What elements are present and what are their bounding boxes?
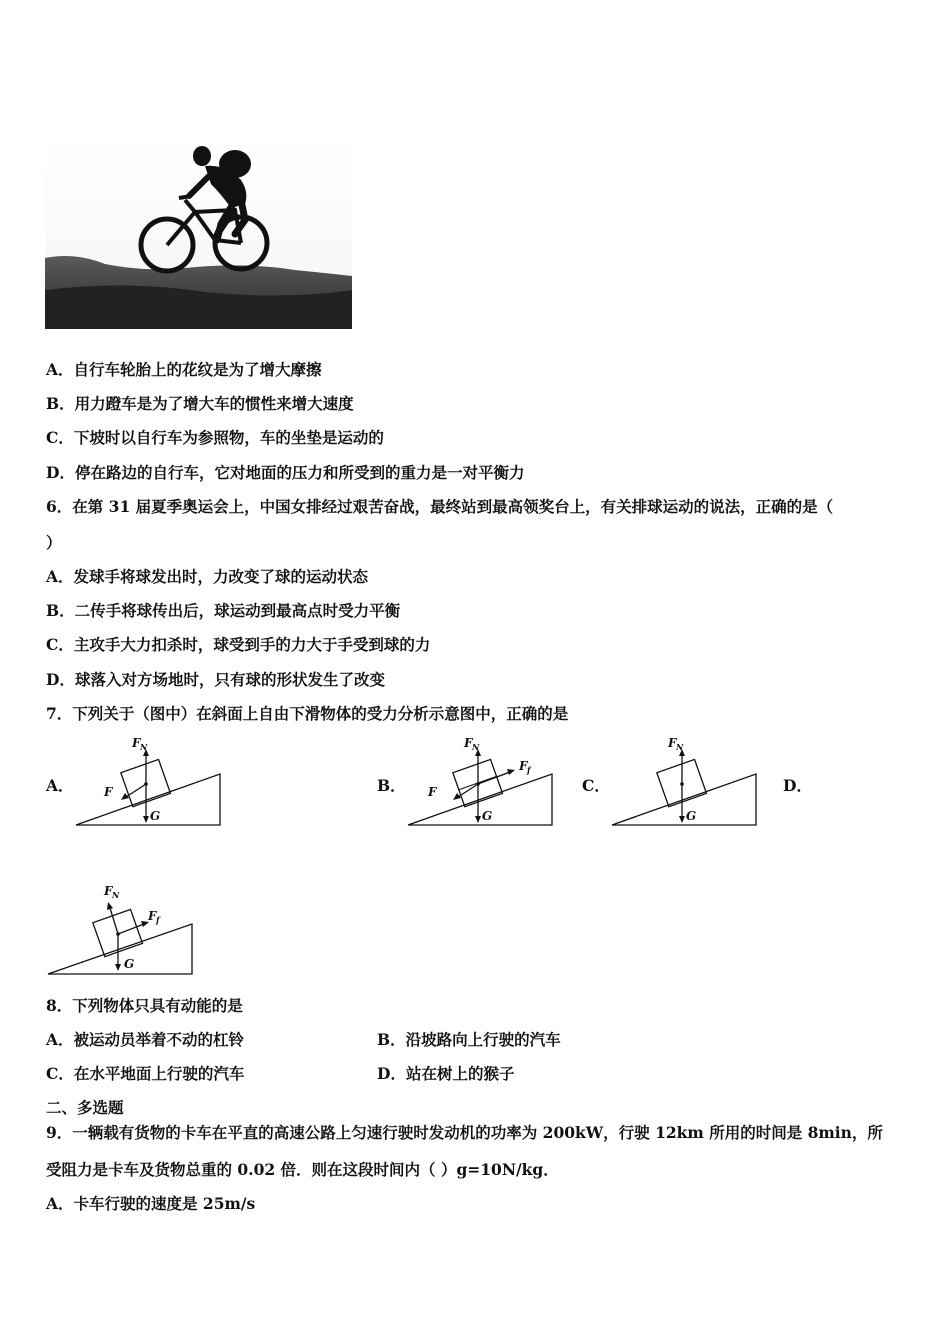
diagram-d-ff-label: F [148,909,157,923]
diagram-c-fn-label: F [668,736,677,750]
diagram-b-fn-sub: N [472,742,480,752]
q6-stem-line1: 6．在第 31 届夏季奥运会上，中国女排经过艰苦奋战，最终站到最高领奖台上，有关排球运动的说法，正确的是（ [46,497,834,516]
q6-option-a: A．发球手将球发出时，力改变了球的运动状态 [46,567,369,586]
q5-option-a: A．自行车轮胎上的花纹是为了增大摩擦 [46,360,322,379]
q9-option-a: A．卡车行驶的速度是 25m/s [46,1194,256,1213]
q7-label-d: D． [783,776,812,795]
diagram-a-g-label: G [150,809,161,823]
q8-option-a: A．被运动员举着不动的杠铃 [46,1030,245,1049]
section-title: 二、多选题 [46,1098,124,1117]
q8-option-b: B．沿坡路向上行驶的汽车 [377,1030,561,1049]
q7-label-c: C． [582,776,610,795]
diagram-c-fn-sub: N [676,742,684,752]
q7-label-b: B． [377,776,406,795]
q6-option-b: B．二传手将球传出后，球运动到最高点时受力平衡 [46,601,401,620]
diagram-d-fn-label: F [104,884,113,898]
q9-stem-line2: 受阻力是卡车及货物总重的 0.02 倍．则在这段时间内（ ）g=10N/kg． [46,1160,559,1179]
diagram-b-push-label: F [428,785,437,799]
diagram-c-g-label: G [686,809,697,823]
diagram-b-ff-sub: f [527,765,531,775]
diagram-a-fn-label: F [132,736,141,750]
diagram-c [610,734,760,828]
q5-option-c: C．下坡时以自行车为参照物，车的坐垫是运动的 [46,428,384,447]
diagram-b-g-label: G [482,809,493,823]
cyclist-photo [45,140,352,329]
q7-stem: 7．下列关于（图中）在斜面上自由下滑物体的受力分析示意图中，正确的是 [46,704,569,723]
q8-stem: 8．下列物体只具有动能的是 [46,996,243,1015]
diagram-b [406,734,556,828]
diagram-a [74,734,224,828]
diagram-b-fn-label: F [464,736,473,750]
q8-option-c: C．在水平地面上行驶的汽车 [46,1064,245,1083]
diagram-a-push-label: F [104,785,113,799]
q6-stem-line2: ） [46,533,62,552]
q9-stem-line1: 9．一辆载有货物的卡车在平直的高速公路上匀速行驶时发动机的功率为 200kW，行驶 12km 所用的时间是 8min，所 [46,1123,883,1142]
q8-option-d: D．站在树上的猴子 [377,1064,515,1083]
q6-option-c: C．主攻手大力扣杀时，球受到手的力大于手受到球的力 [46,635,431,654]
diagram-d-fn-sub: N [112,890,120,900]
diagram-d-g-label: G [124,957,135,971]
q6-option-d: D．球落入对方场地时，只有球的形状发生了改变 [46,670,385,689]
diagram-d [46,880,196,978]
q7-label-a: A． [46,776,74,795]
q5-option-d: D．停在路边的自行车，它对地面的压力和所受到的重力是一对平衡力 [46,463,525,482]
q5-option-b: B．用力蹬车是为了增大车的惯性来增大速度 [46,394,354,413]
diagram-a-fn-sub: N [140,742,148,752]
diagram-d-ff-sub: f [156,915,160,925]
diagram-b-ff-label: F [519,759,528,773]
